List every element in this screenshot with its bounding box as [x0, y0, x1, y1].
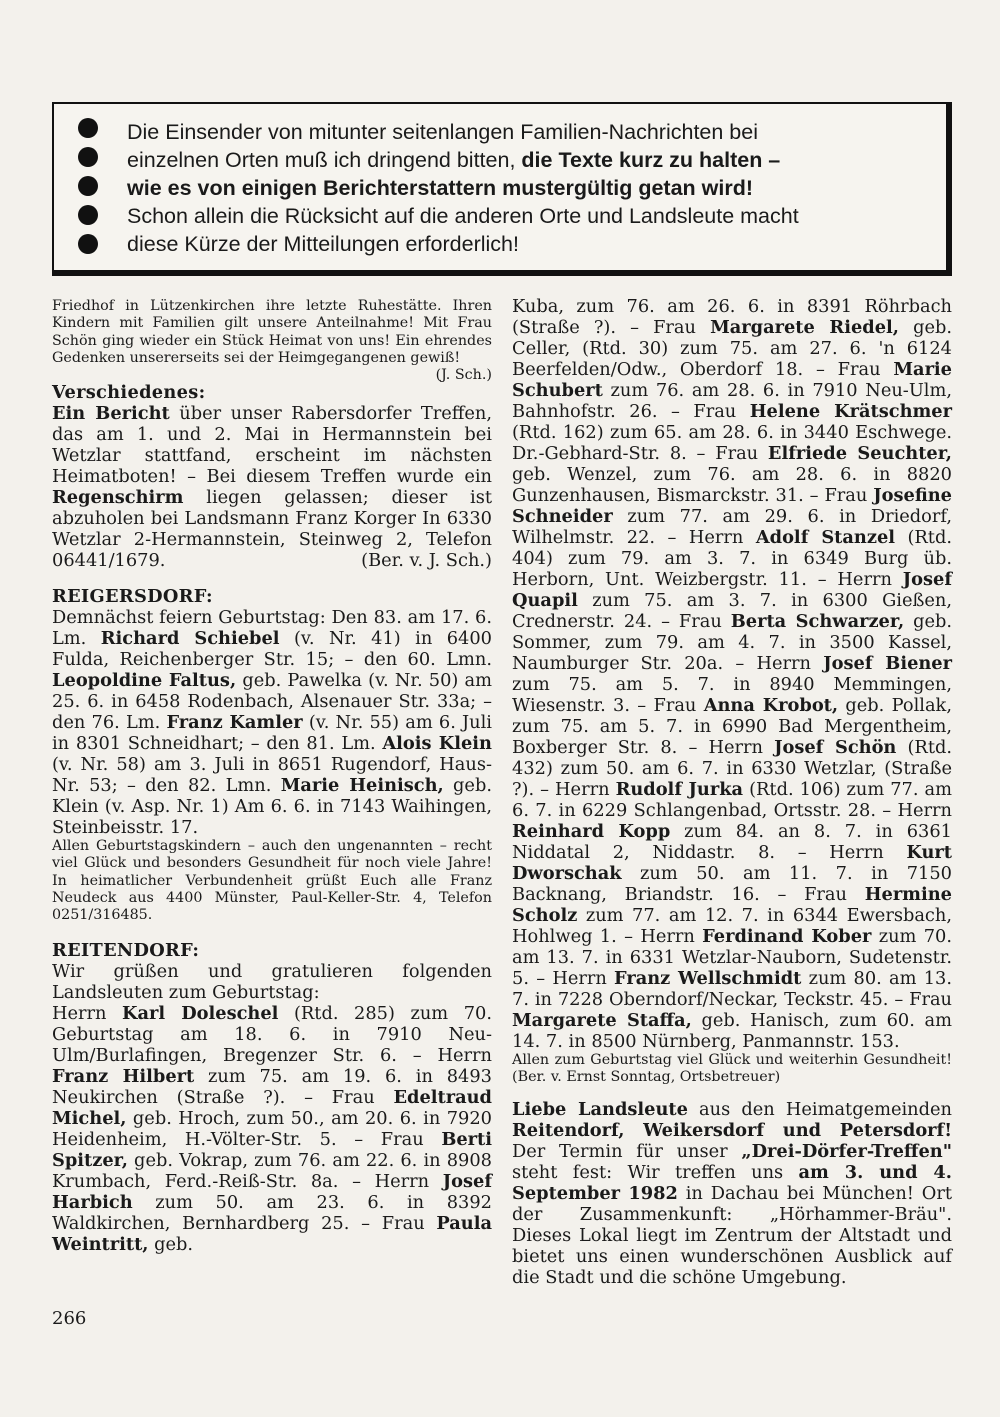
notice-text — [127, 118, 939, 258]
section-heading-reigersdorf: REIGERSDORF: — [52, 586, 213, 608]
birthday-wishes: Allen zum Geburtstag viel Glück und weiterhin Gesundheit! (Ber. v. Ernst Sonntag, Ortsbetreuer) — [512, 1052, 952, 1086]
section-heading-verschiedenes: Verschiedenes: — [52, 382, 206, 404]
bullet-icon — [78, 147, 98, 167]
page-number: 266 — [52, 1308, 87, 1329]
notice-bullets — [78, 118, 100, 263]
verschiedenes-credit: (Ber. v. J. Sch.) — [361, 550, 492, 572]
bullet-icon — [78, 118, 98, 138]
bullet-icon — [78, 176, 98, 196]
bullet-icon — [78, 205, 98, 225]
birthday-list-text: Kuba, zum 76. am 26. 6. in 8391 Röhrbach (Straße ?). – Frau Margarete Riedel, geb. Celler, (Rtd. 30) zum 75. am 27. 6. 'n 6124 Beerfelden/Odw., Oberdorf 18. – Frau Marie Schubert zum 76. am 28. 6. in 7910 Neu-Ulm, Bahnhofstr. 26. – Frau Helene Krätschmer (Rtd. 162) zum 65. am 28. 6. in 3440 Eschwege. Dr.-Gebhard-Str. 8. – Frau Elfriede Seuchter, geb. Wenzel, zum 76. am 28. 6. in 8820 Gunzenhausen, Bismarckstr. 31. – Frau Josefine Schneider zum 77. am 29. 6. in Driedorf, Wilhelmstr. 22. – Herrn Adolf Stanzel (Rtd. 404) zum 79. am 3. 7. in 6349 Burg üb. Herborn, Unt. Weizbergstr. 11. – Herrn Josef Quapil zum 75. am 3. 7. in 6300 Gießen, Crednerstr. 24. – Frau Berta Schwarzer, geb. Sommer, zum 79. am 4. 7. in 3500 Kassel, Naumburger Str. 20a. – Herrn Josef Biener zum 75. am 5. 7. in 8940 Memmingen, Wiesenstr. 3. – Frau Anna Krobot, geb. Pollak, zum 75. am 5. 7. in 6990 Bad Mergentheim, Boxberger Str. 8. – Herrn Josef Schön (Rtd. 432) zum 50. am 6. 7. in 6330 Wetzlar, (Straße ?). – Herrn Rudolf Jurka (Rtd. 106) zum 77. am 6. 7. in 6229 Schlangenbad, Ortsstr. 28. – Herrn Reinhard Kopp zum 84. an 8. 7. in 6361 Niddatal 2, Niddastr. 8. – Herrn Kurt Dworschak zum 50. am 11. 7. in 7150 Backnang, Briandstr. 16. – Frau Hermine Scholz zum 77. am 12. 7. in 6344 Ewersbach, Hohlweg 1. – Herrn Ferdinand Kober zum 70. am 13. 7. in 6331 Wetzlar-Nauborn, Sudetenstr. 5. – Herrn Franz Wellschmidt zum 80. am 13. 7. in 7228 Oberndorf/Neckar, Teckstr. 45. – Frau Margarete Staffa, geb. Hanisch, zum 60. am 14. 7. in 8500 Nürnberg, Panmannstr. 153. — [512, 296, 953, 1052]
reigersdorf-greeting: Allen Geburtstagskindern – auch den ungenannten – recht viel Glück und besonders Gesundheit für noch viele Jahre! In heimatlicher Verbundenheit grüßt Euch alle Franz Neudeck aus 4400 Münster, Paul-Keller-Str. 4, Telefon 0251/316485. — [52, 838, 492, 924]
reitendorf-text: Herrn Karl Doleschel (Rtd. 285) zum 70. Geburtstag am 18. 6. in 7910 Neu-Ulm/Burlafingen, Bregenzer Str. 6. – Herrn Franz Hilbert zum 75. am 19. 6. in 8493 Neukirchen (Straße ?). – Frau Edeltraud Michel, geb. Hroch, zum 50., am 20. 6. in 7920 Heidenheim, H.-Völter-Str. 5. – Frau Berti Spitzer, geb. Vokrap, zum 76. am 22. 6. in 8908 Krumbach, Ferd.-Reiß-Str. 8a. – Herrn Josef Harbich zum 50. am 23. 6. in 8392 Waldkirchen, Bernhardberg 25. – Frau Paula Weintritt, geb. — [52, 1002, 492, 1255]
left-column — [52, 298, 492, 1255]
notice-line: einzelnen Orten muß ich dringend bitten, die Texte kurz zu halten – — [127, 148, 781, 172]
right-column — [512, 296, 952, 1288]
section-heading-reitendorf: REITENDORF: — [52, 939, 200, 961]
notice-line: Die Einsender von mitunter seitenlangen Familien-Nachrichten bei — [127, 120, 758, 144]
reitendorf-intro: Wir grüßen und gratulieren folgenden Landsleuten zum Geburtstag: — [52, 960, 492, 1003]
verschiedenes-text: Ein Bericht über unser Rabersdorfer Treffen, das am 1. und 2. Mai in Hermannstein bei Wetzlar stattfand, erscheint im nächsten Heimatboten! – Bei diesem Treffen wurde ein Regenschirm liegen gelassen; dieser ist abzuholen bei Landsmann Franz Korger In 6330 Wetzlar 2-Hermannstein, Steinweg 2, Telefon 06441/1679. (Ber. v. J. Sch.) — [52, 403, 493, 572]
notice-box — [52, 102, 952, 276]
obituary-credit: (J. Sch.) — [435, 367, 492, 384]
obituary-text: Friedhof in Lützenkirchen ihre letzte Ruhestätte. Ihren Kindern mit Familien gilt unsere Anteilnahme! Mit Frau Schön ging wieder ein Stück Heimat von uns! Ein ehrendes Gedenken unsererseits sei der Heimgegangenen gewiß! (J. Sch.) — [52, 298, 492, 384]
meeting-invitation: Liebe Landsleute aus den Heimatgemeinden Reitendorf, Weikersdorf und Petersdorf! Der Termin für unser „Drei-Dörfer-Treffen" steht fest: Wir treffen uns am 3. und 4. September 1982 in Dachau bei München! Ort der Zusammenkunft: „Hörhammer-Bräu". Dieses Lokal liegt im Zentrum der Altstadt und bietet uns einen wunderschönen Ausblick auf die Stadt und die schöne Umgebung. — [512, 1098, 952, 1288]
notice-line: wie es von einigen Berichterstattern mustergültig getan wird! — [127, 176, 754, 200]
reigersdorf-text: Demnächst feiern Geburtstag: Den 83. am 17. 6. Lm. Richard Schiebel (v. Nr. 41) in 6400 Fulda, Reichenberger Str. 15; – den 60. Lmn. Leopoldine Faltus, geb. Pawelka (v. Nr. 50) am 25. 6. in 6458 Rodenbach, Alsenauer Str. 33a; – den 76. Lm. Franz Kamler (v. Nr. 55) am 6. Juli in 8301 Schneidhart; – den 81. Lm. Alois Klein (v. Nr. 58) am 3. Juli in 8651 Rugendorf, Haus-Nr. 53; – den 82. Lmn. Marie Heinisch, geb. Klein (v. Asp. Nr. 1) Am 6. 6. in 7143 Waihingen, Steinbeisstr. 17. — [52, 607, 492, 839]
notice-line: diese Kürze der Mitteilungen erforderlich! — [127, 232, 519, 256]
bullet-icon — [78, 234, 98, 254]
notice-line: Schon allein die Rücksicht auf die anderen Orte und Landsleute macht — [127, 204, 799, 228]
